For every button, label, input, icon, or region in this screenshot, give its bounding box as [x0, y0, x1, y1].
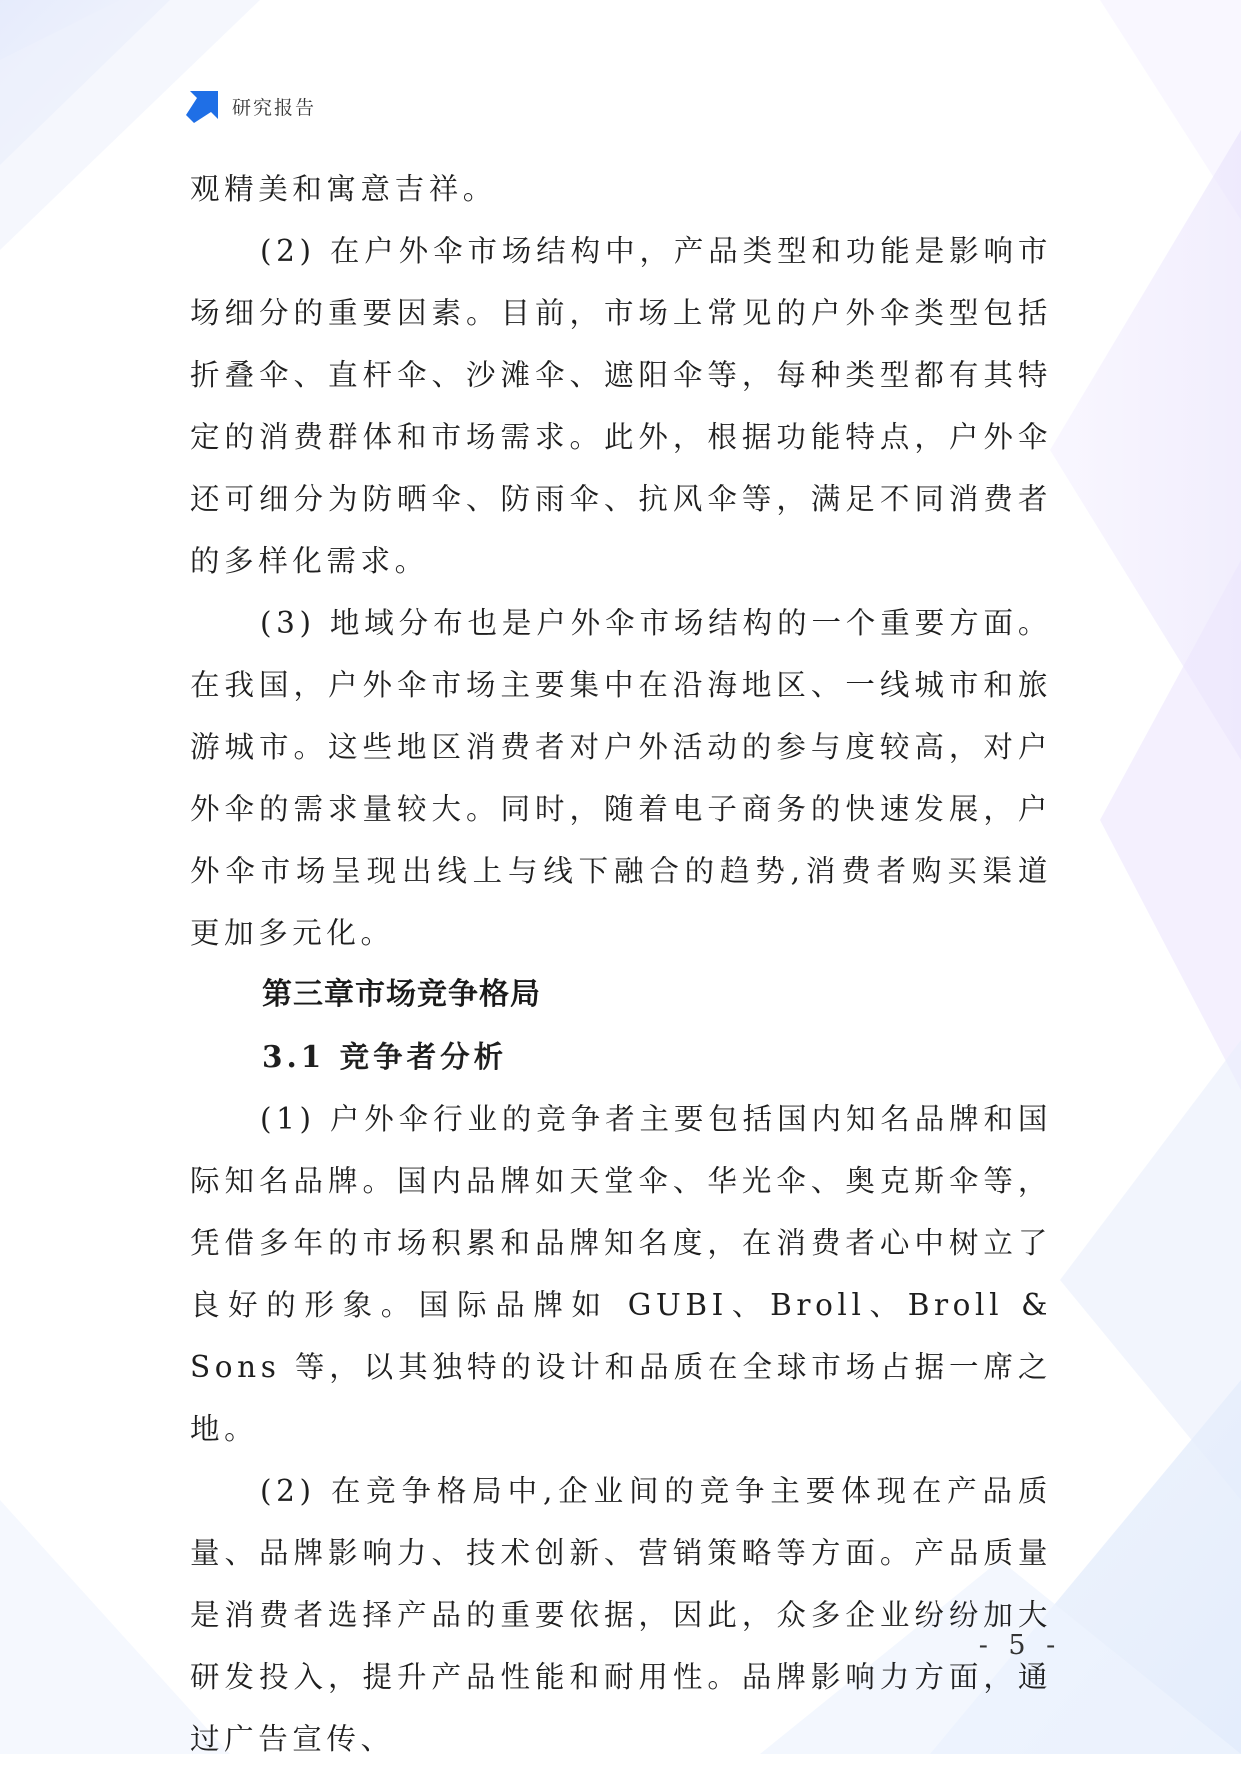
page-number: - 5 -: [978, 1630, 1062, 1661]
arrow-up-right-icon: [186, 89, 220, 123]
header-label: 研究报告: [232, 96, 317, 119]
section-heading: 3.1 竞争者分析: [262, 1039, 508, 1074]
paragraph-continuation: 观精美和寓意吉祥。: [190, 172, 497, 206]
chapter-heading: 第三章市场竞争格局: [262, 977, 541, 1012]
paragraph-competitors: (1) 户外伞行业的竞争者主要包括国内知名品牌和国际知名品牌。国内品牌如天堂伞、华光伞、奥克斯伞等，凭借多年的市场积累和品牌知名度，在消费者心中树立了良好的形象。国际品牌如 GUBI、Broll、Broll & Sons 等，以其独特的设计和品质在全球市场占据一席之地。: [190, 1102, 1052, 1446]
paragraph-regional-distribution: (3) 地域分布也是户外伞市场结构的一个重要方面。在我国，户外伞市场主要集中在沿海地区、一线城市和旅游城市。这些地区消费者对户外活动的参与度较高，对户外伞的需求量较大。同时，随着电子商务的快速发展，户外伞市场呈现出线上与线下融合的趋势,消费者购买渠道更加多元化。: [190, 606, 1052, 950]
page-header: [186, 88, 316, 124]
document-body: [190, 158, 1052, 1770]
paragraph-competition-pattern: (2) 在竞争格局中,企业间的竞争主要体现在产品质量、品牌影响力、技术创新、营销策略等方面。产品质量是消费者选择产品的重要依据，因此，众多企业纷纷加大研发投入，提升产品性能和耐用性。品牌影响力方面，通过广告宣传、: [190, 1474, 1052, 1756]
paragraph-product-types: (2) 在户外伞市场结构中，产品类型和功能是影响市场细分的重要因素。目前，市场上常见的户外伞类型包括折叠伞、直杆伞、沙滩伞、遮阳伞等，每种类型都有其特定的消费群体和市场需求。此外，根据功能特点，户外伞还可细分为防晒伞、防雨伞、抗风伞等，满足不同消费者的多样化需求。: [190, 234, 1052, 578]
